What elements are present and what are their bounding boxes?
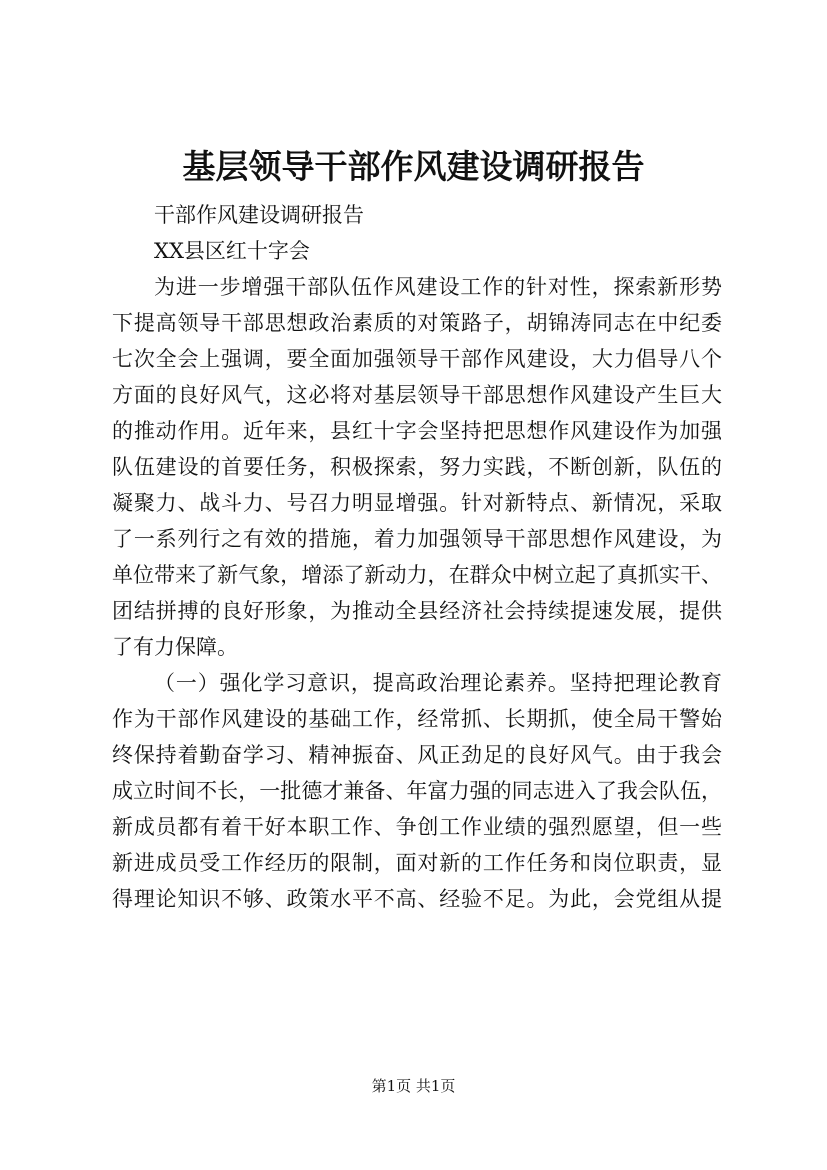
paragraph-line: 新进成员受工作经历的限制，面对新的工作任务和岗位职责，显: [112, 851, 722, 875]
page-footer: 第1页 共1页: [371, 1077, 456, 1095]
paragraph-line: 单位带来了新气象，增添了新动力，在群众中树立起了真抓实干、: [112, 563, 722, 587]
paragraph-line: 新成员都有着干好本职工作、争创工作业绩的强烈愿望，但一些: [112, 815, 722, 839]
paragraph-line: 七次全会上强调，要全面加强领导干部作风建设，大力倡导八个: [112, 347, 722, 371]
paragraph-line: 为进一步增强干部队伍作风建设工作的针对性，探索新形势: [154, 275, 722, 299]
paragraph-line: 得理论知识不够、政策水平不高、经验不足。为此，会党组从提: [112, 887, 722, 911]
paragraph-line: 终保持着勤奋学习、精神振奋、风正劲足的良好风气。由于我会: [112, 743, 722, 767]
paragraph-line: 凝聚力、战斗力、号召力明显增强。针对新特点、新情况，采取: [112, 491, 722, 515]
paragraph-line: 团结拼搏的良好形象，为推动全县经济社会持续提速发展，提供: [112, 599, 722, 623]
subtitle-line: 干部作风建设调研报告: [154, 203, 364, 227]
document-body: [112, 197, 722, 917]
paragraph-line: 了有力保障。: [112, 635, 238, 659]
paragraph-line: 下提高领导干部思想政治素质的对策路子，胡锦涛同志在中纪委: [112, 311, 722, 335]
paragraph-line: 方面的良好风气，这必将对基层领导干部思想作风建设产生巨大: [112, 383, 722, 407]
paragraph-line: 了一系列行之有效的措施，着力加强领导干部思想作风建设，为: [112, 527, 722, 551]
paragraph-line: 作为干部作风建设的基础工作，经常抓、长期抓，使全局干警始: [112, 707, 722, 731]
document-title: 基层领导干部作风建设调研报告: [182, 147, 645, 186]
paragraph-line: （一）强化学习意识，提高政治理论素养。坚持把理论教育: [154, 671, 722, 695]
paragraph-line: 成立时间不长，一批德才兼备、年富力强的同志进入了我会队伍，: [112, 779, 722, 803]
author-line: XX县区红十字会: [154, 239, 310, 263]
paragraph-line: 队伍建设的首要任务，积极探索，努力实践，不断创新，队伍的: [112, 455, 722, 479]
paragraph-line: 的推动作用。近年来，县红十字会坚持把思想作风建设作为加强: [112, 419, 722, 443]
